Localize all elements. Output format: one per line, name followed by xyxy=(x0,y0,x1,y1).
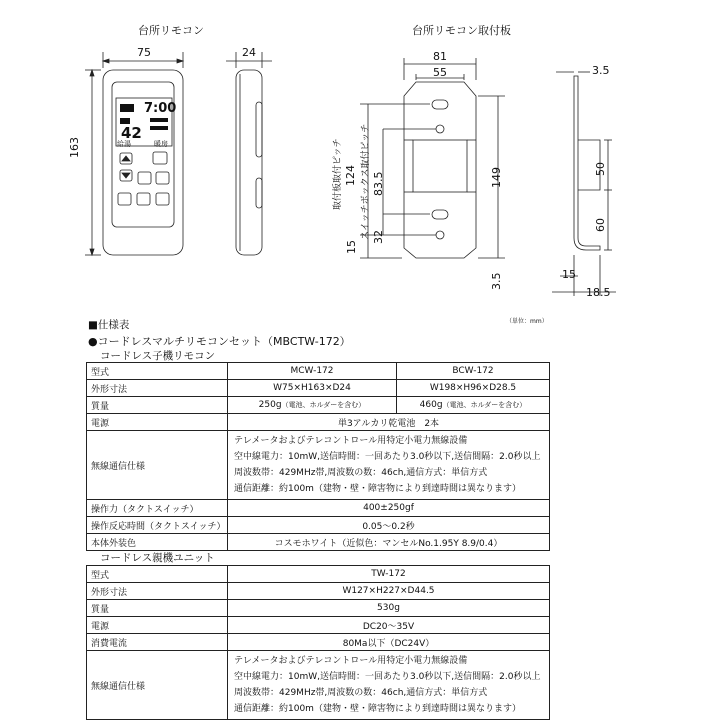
table-cell: 操作力（タクトスイッチ） xyxy=(87,500,228,517)
table-row xyxy=(87,380,550,397)
mount-pitch-label: 取付板取付ピッチ xyxy=(333,138,343,210)
table-cell: 単3アルカリ乾電池 2本 xyxy=(228,414,550,431)
unit-note: （単位：mm） xyxy=(506,318,548,325)
side-total-dim: 18.5 xyxy=(586,286,611,299)
top-right-button xyxy=(153,152,167,164)
upper-slot xyxy=(432,100,448,109)
table-cell: 無線通信仕様 xyxy=(87,431,228,500)
plate-title: 台所リモコン取付板 xyxy=(412,24,511,37)
remote-depth-dim: 24 xyxy=(242,46,256,59)
cell-text: テレメータおよびテレコントロール用特定小電力無線設備 xyxy=(234,656,468,666)
display-time: 7:00 xyxy=(144,101,177,116)
table-row xyxy=(87,583,550,600)
cell-text: 460g xyxy=(419,400,443,410)
table-cell: 消費電流 xyxy=(87,634,228,651)
table-row xyxy=(87,600,550,617)
table-cell: 530g xyxy=(228,600,550,617)
cell-text: テレメータおよびテレコントロール用特定小電力無線設備 xyxy=(234,436,468,446)
remote-width-dim: 75 xyxy=(137,46,151,59)
table-cell: 型式 xyxy=(87,363,228,380)
table-cell: 型式 xyxy=(87,566,228,583)
table-cell: 本体外装色 xyxy=(87,534,228,551)
table-row xyxy=(87,617,550,634)
remote-title: 台所リモコン xyxy=(138,24,204,37)
table-cell: 質量 xyxy=(87,397,228,414)
table-cell: 質量 xyxy=(87,600,228,617)
cell-text: 250g xyxy=(258,400,282,410)
table-cell: 0.05～0.2秒 xyxy=(228,517,550,534)
plate-outer-width: 81 xyxy=(433,50,447,63)
cell-text: （電池、ホルダーを含む） xyxy=(442,401,527,409)
remote-height-dim: 163 xyxy=(68,137,81,158)
table-row xyxy=(87,566,550,583)
table-row xyxy=(87,634,550,651)
side-hook-dim: 15 xyxy=(562,268,576,281)
cell-text: （電池、ホルダーを含む） xyxy=(281,401,366,409)
upper-hole xyxy=(436,125,444,133)
cell-text: 通信距離：約100m（建物・壁・障害物により到達時間は異なります） xyxy=(234,704,521,714)
side-upper-dim: 50 xyxy=(594,162,607,176)
mid-right-button xyxy=(156,172,169,184)
plate-height-dim: 149 xyxy=(490,167,503,188)
spec-heading: ■仕様表 xyxy=(88,319,130,331)
lower-offset-dim: 32 xyxy=(372,230,385,244)
table-cell: 電源 xyxy=(87,617,228,634)
table-cell: 電源 xyxy=(87,414,228,431)
table-row xyxy=(87,414,550,431)
table-cell: W75×H163×D24 xyxy=(228,380,397,397)
plate-inner-width: 55 xyxy=(433,66,447,79)
table-cell: 外形寸法 xyxy=(87,583,228,600)
table-cell: BCW-172 xyxy=(397,363,550,380)
table-cell xyxy=(228,431,550,500)
table-cell xyxy=(397,397,550,414)
mid-button xyxy=(138,172,151,184)
side-lower-dim: 60 xyxy=(594,218,607,232)
table-cell xyxy=(228,397,397,414)
table-row xyxy=(87,651,550,720)
plate-window xyxy=(413,140,467,192)
child-spec-table xyxy=(86,362,550,551)
table-cell: コスモホワイト（近似色：マンセルNo.1.95Y 8.9/0.4） xyxy=(228,534,550,551)
table-row xyxy=(87,517,550,534)
display-temp: 42 xyxy=(121,124,142,142)
bottom-button-2 xyxy=(137,193,150,205)
cell-text: 周波数帯：429MHz帯,周波数の数：46ch,通信方式：単信方式 xyxy=(234,688,488,698)
bottom-button-3 xyxy=(156,193,169,205)
switch-pitch-dim: 83.5 xyxy=(372,171,385,196)
table-cell: W127×H227×D44.5 xyxy=(228,583,550,600)
table-cell: MCW-172 xyxy=(228,363,397,380)
lower-hole xyxy=(436,231,444,239)
table-cell: 外形寸法 xyxy=(87,380,228,397)
bottom-offset-dim: 15 xyxy=(345,240,358,254)
table-cell: DC20～35V xyxy=(228,617,550,634)
heat-label: 暖房 xyxy=(154,140,168,148)
bottom-edge-dim: 3.5 xyxy=(490,272,503,290)
table-row xyxy=(87,534,550,551)
table-cell: 80Ma以下（DC24V） xyxy=(228,634,550,651)
cell-text: 空中線電力：10mW,送信時間：一回あたり3.0秒以下,送信間隔：2.0秒以上 xyxy=(234,672,541,682)
cell-text: 周波数帯：429MHz帯,周波数の数：46ch,通信方式：単信方式 xyxy=(234,468,488,478)
table-cell: TW-172 xyxy=(228,566,550,583)
lower-slot xyxy=(432,210,448,219)
table-row xyxy=(87,500,550,517)
cell-text: 空中線電力：10mW,送信時間：一回あたり3.0秒以下,送信間隔：2.0秒以上 xyxy=(234,452,541,462)
mount-pitch-dim: 124 xyxy=(344,165,357,186)
parent-title: コードレス親機ユニット xyxy=(100,552,215,564)
switch-pitch-label: スイッチボックス取付ピッチ xyxy=(361,123,371,240)
table-row xyxy=(87,363,550,380)
table-cell: 400±250gf xyxy=(228,500,550,517)
bottom-button-1 xyxy=(118,193,131,205)
child-title: コードレス子機リモコン xyxy=(100,350,216,362)
set-title: ●コードレスマルチリモコンセット（MBCTW-172） xyxy=(88,335,351,348)
cell-text: 通信距離：約100m（建物・壁・障害物により到達時間は異なります） xyxy=(234,484,521,494)
table-cell: 操作反応時間（タクトスイッチ） xyxy=(87,517,228,534)
table-cell: 無線通信仕様 xyxy=(87,651,228,720)
bath-label: 給湯 xyxy=(117,140,131,148)
side-thickness-dim: 3.5 xyxy=(592,64,610,77)
table-cell: W198×H96×D28.5 xyxy=(397,380,550,397)
parent-spec-table xyxy=(86,565,550,720)
table-row xyxy=(87,431,550,500)
plate-outline xyxy=(404,82,476,258)
table-row xyxy=(87,397,550,414)
table-cell xyxy=(228,651,550,720)
